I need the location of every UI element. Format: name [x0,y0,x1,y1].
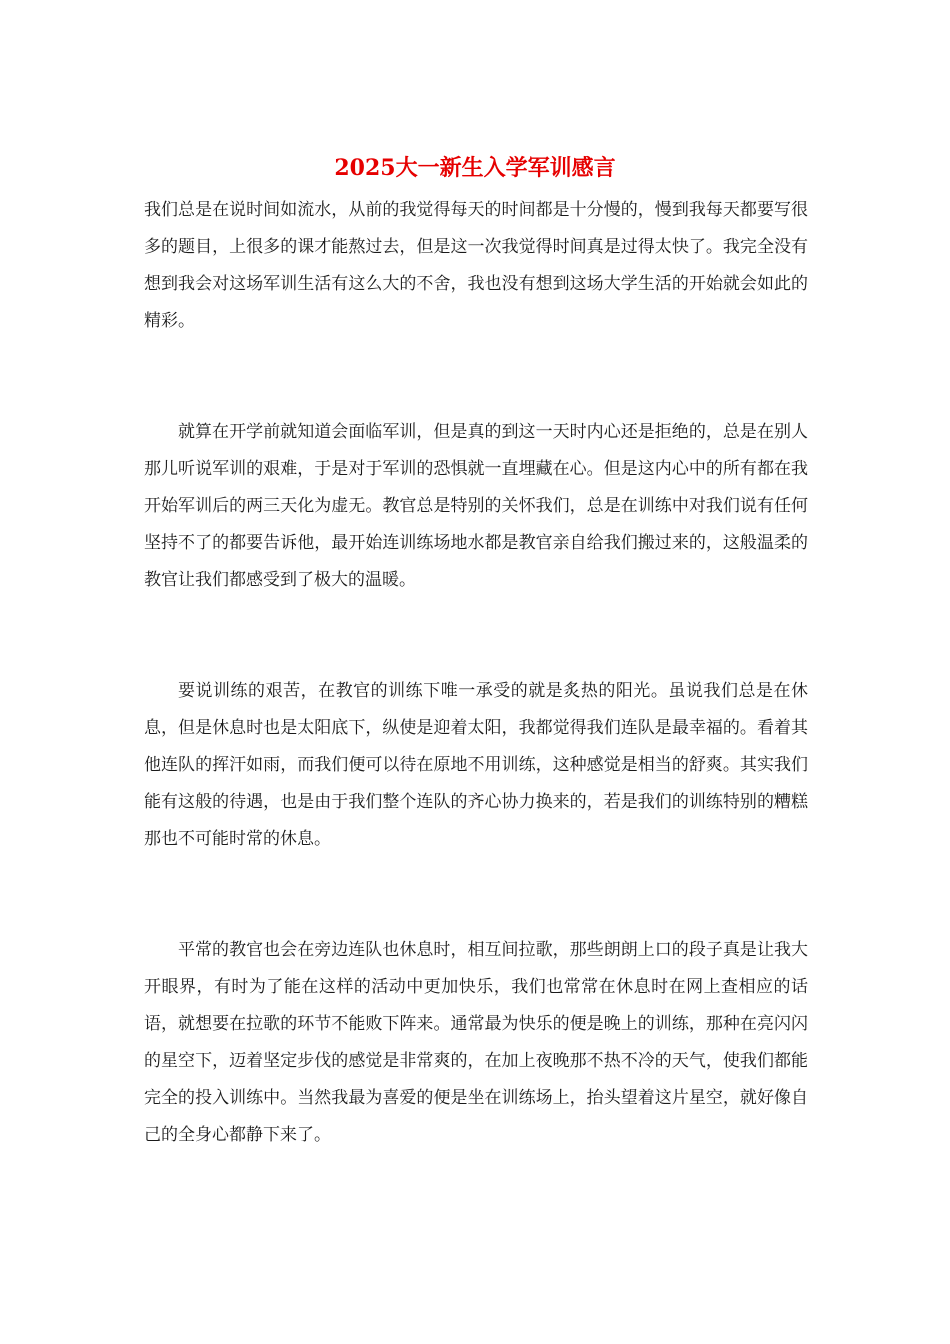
paragraph-spacer [144,858,808,932]
paragraph-spacer [144,599,808,673]
paragraph-1: 我们总是在说时间如流水，从前的我觉得每天的时间都是十分慢的，慢到我每天都要写很多的题目，上很多的课才能熬过去，但是这一次我觉得时间真是过得太快了。我完全没有想到我会对这场军训生活有这么大的不舍，我也没有想到这场大学生活的开始就会如此的精彩。 [144,200,808,331]
paragraph-3: 要说训练的艰苦，在教官的训练下唯一承受的就是炙热的阳光。虽说我们总是在休息，但是休息时也是太阳底下，纵使是迎着太阳，我都觉得我们连队是最幸福的。看着其他连队的挥汗如雨，而我们便可以待在原地不用训练，这种感觉是相当的舒爽。其实我们能有这般的待遇，也是由于我们整个连队的齐心协力换来的，若是我们的训练特别的糟糕那也不可能时常的休息。 [144,681,808,849]
paragraph-spacer [144,340,808,414]
document-title: 2025大一新生入学军训感言 [334,155,616,181]
paragraph-4: 平常的教官也会在旁边连队也休息时，相互间拉歌，那些朗朗上口的段子真是让我大开眼界，有时为了能在这样的活动中更加快乐，我们也常常在休息时在网上查相应的话语，就想要在拉歌的环节不能败下阵来。通常最为快乐的便是晚上的训练，那种在亮闪闪的星空下，迈着坚定步伐的感觉是非常爽的，在加上夜晚那不热不冷的天气，使我们都能完全的投入训练中。当然我最为喜爱的便是坐在训练场上，抬头望着这片星空，就好像自己的全身心都静下来了。 [144,940,808,1145]
document-body [144,192,808,1154]
paragraph-2: 就算在开学前就知道会面临军训，但是真的到这一天时内心还是拒绝的，总是在别人那儿听说军训的艰难，于是对于军训的恐惧就一直埋藏在心。但是这内心中的所有都在我开始军训后的两三天化为虚无。教官总是特别的关怀我们，总是在训练中对我们说有任何坚持不了的都要告诉他，最开始连训练场地水都是教官亲自给我们搬过来的，这般温柔的教官让我们都感受到了极大的温暖。 [144,422,808,590]
